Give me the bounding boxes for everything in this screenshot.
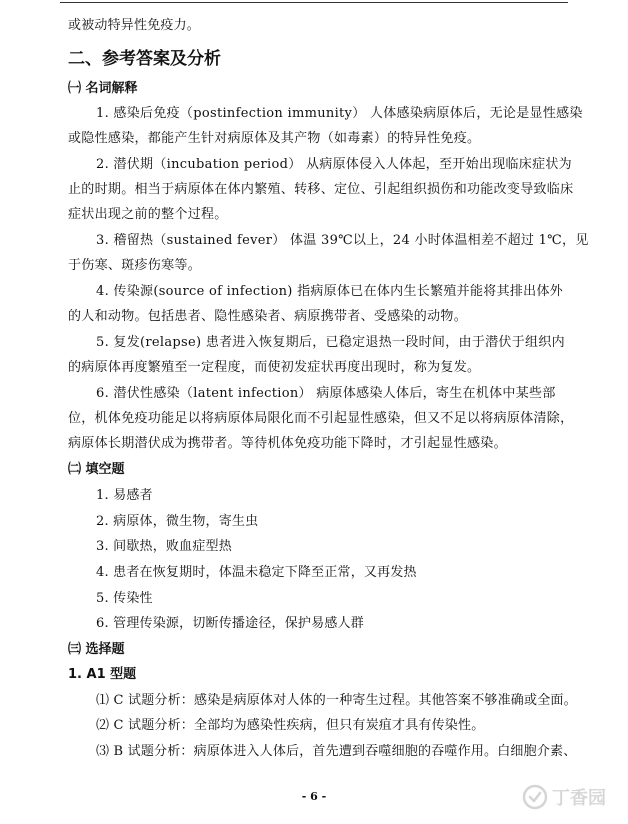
part2-heading: ㈡ 填空题 [68,462,125,477]
term-2-line-1: 2. 潜伏期（incubation period） 从病原体侵入人体起，至开始出现临床症状为 [96,157,572,172]
term-5-line-1: 5. 复发(relapse) 患者进入恢复期后，已稳定退热一段时间，由于潜伏于组织内 [96,335,565,350]
term-6-line-2: 位，机体免疫功能足以将病原体局限化而不引起显性感染，但又不足以将病原体清除， [68,411,574,426]
term-6-line-3: 病原体长期潜伏成为携带者。等待机体免疫功能下降时，才引起显性感染。 [68,436,507,451]
term-5-line-2: 的病原体再度繁殖至一定程度，而使初发症状再度出现时，称为复发。 [68,360,481,375]
fill-answer-2: 2. 病原体，微生物，寄生虫 [96,514,259,529]
choice-answer-3: ⑶ B 试题分析：病原体进入人体后，首先遭到吞噬细胞的吞噬作用。白细胞介素、 [96,744,577,759]
fill-answer-5: 5. 传染性 [96,591,153,606]
watermark-logo-icon [522,784,548,810]
fill-answer-4: 4. 患者在恢复期时，体温未稳定下降至正常，又再发热 [96,565,417,580]
term-6-line-1: 6. 潜伏性感染（latent infection） 病原体感染人体后，寄生在机体中某些部 [96,386,556,401]
term-4-line-1: 4. 传染源(source of infection) 指病原体已在体内生长繁殖并能将其排出体外 [96,284,564,299]
choice-answer-1: ⑴ C 试题分析：感染是病原体对人体的一种寄生过程。其他答案不够准确或全面。 [96,693,577,708]
header-rule [60,2,568,3]
term-3-line-1: 3. 稽留热（sustained fever） 体温 39℃以上，24 小时体温相差不超过 1℃，见 [96,233,589,248]
choice-answer-2: ⑵ C 试题分析：全部均为感染性疾病，但只有炭疽才具有传染性。 [96,718,485,733]
fill-answer-6: 6. 管理传染源，切断传播途径，保护易感人群 [96,616,364,631]
term-1-line-1: 1. 感染后免疫（postinfection immunity） 人体感染病原体后，无论是显性感染 [96,106,583,121]
intro-line: 或被动特异性免疫力。 [68,18,201,33]
page-number: - 6 - [301,790,327,803]
fill-answer-1: 1. 易感者 [96,488,153,503]
fill-answer-3: 3. 间歇热，败血症型热 [96,539,232,554]
term-1-line-2: 或隐性感染，都能产生针对病原体及其产物（如毒素）的特异性免疫。 [68,131,481,146]
part3-heading: ㈢ 选择题 [68,642,125,657]
watermark-text: 丁香园 [552,788,606,809]
watermark [522,784,606,810]
term-4-line-2: 的人和动物。包括患者、隐性感染者、病原携带者、受感染的动物。 [68,309,468,324]
term-2-line-3: 症状出现之前的整个过程。 [68,207,228,222]
term-2-line-2: 止的时期。相当于病原体在体内繁殖、转移、定位、引起组织损伤和功能改变导致临床 [68,182,574,197]
section-title: 二、参考答案及分析 [68,49,221,69]
part1-heading: ㈠ 名词解释 [68,81,138,96]
term-3-line-2: 于伤寒、斑疹伤寒等。 [68,258,202,273]
part3-subheading: 1. A1 型题 [68,667,137,682]
